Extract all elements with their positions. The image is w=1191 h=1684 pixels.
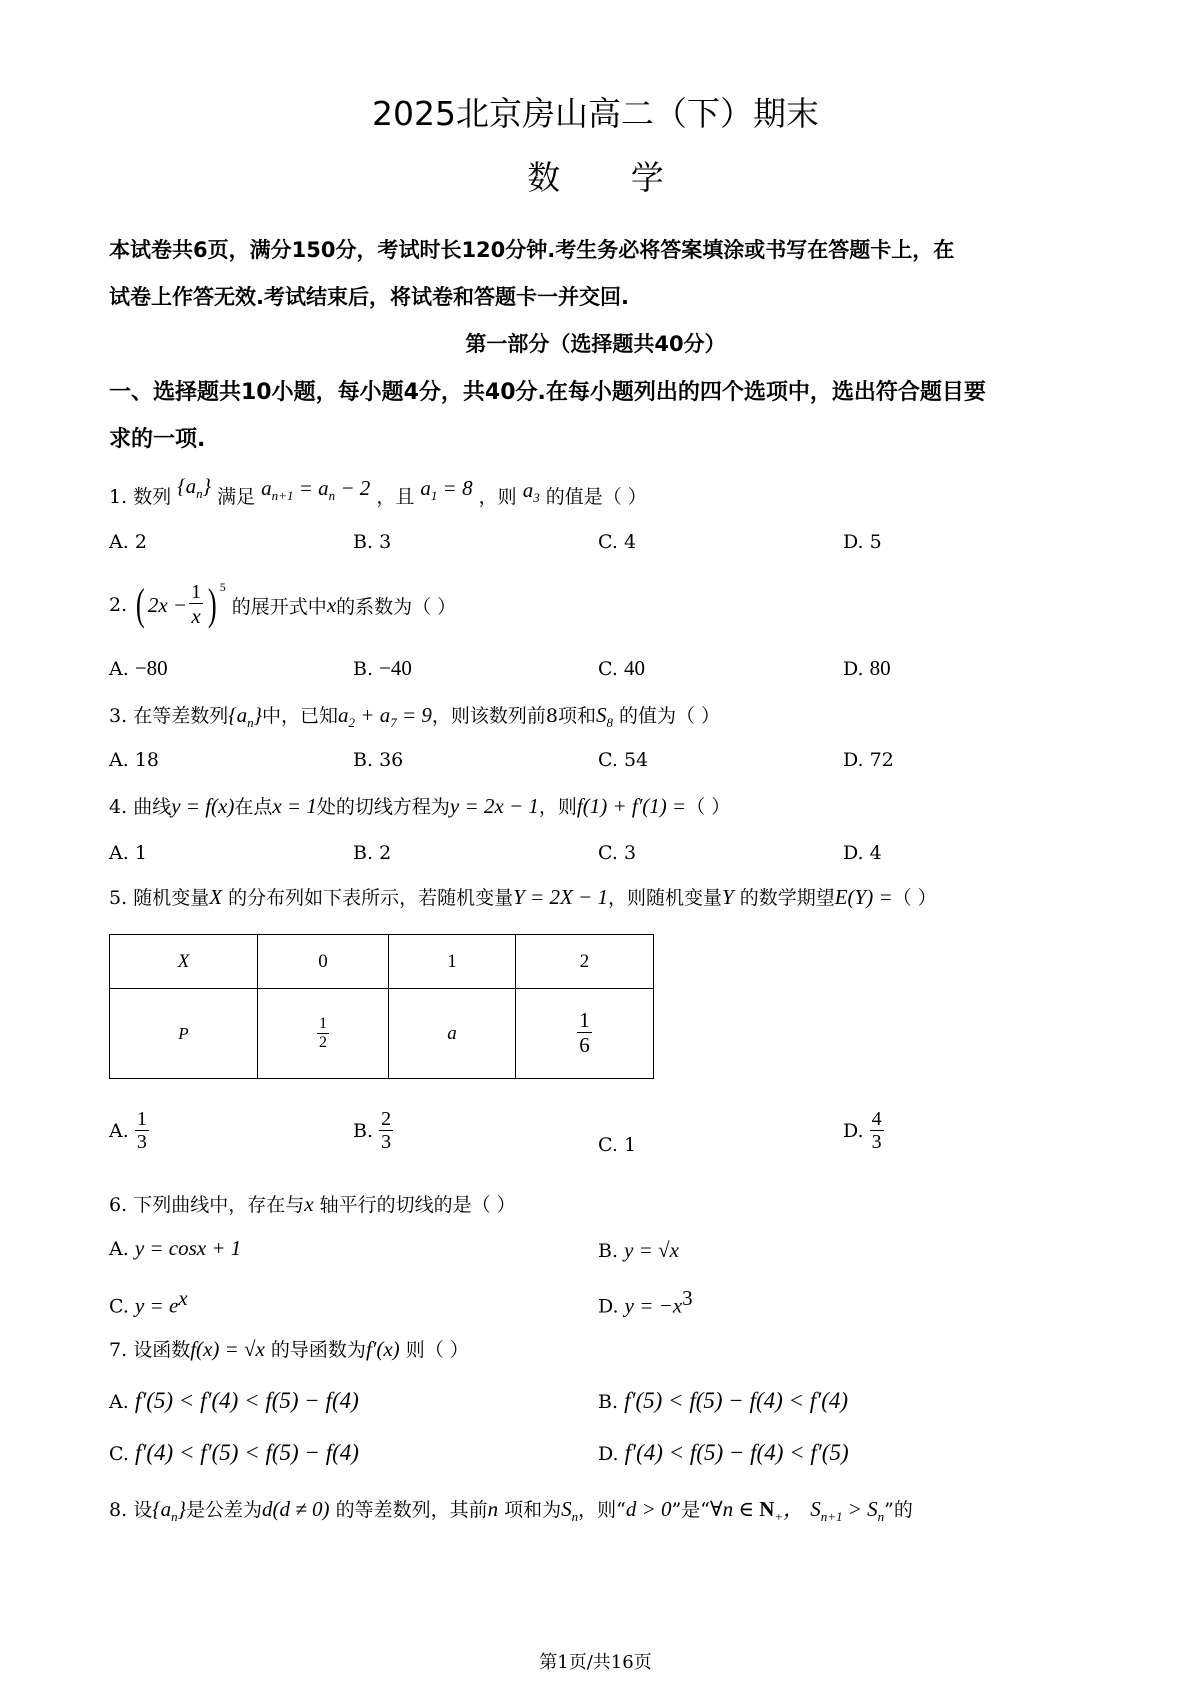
- q5-relation: Y = 2X − 1: [513, 885, 608, 909]
- q1-text: ，且: [376, 486, 415, 508]
- q5-option-a[interactable]: A. $\frac{1}{3}$: [109, 1108, 147, 1153]
- q1-option-a[interactable]: A. 2: [109, 531, 147, 553]
- distribution-table: [109, 934, 654, 1079]
- part-heading: 第一部分（选择题共40分）: [465, 332, 726, 356]
- q2-option-b[interactable]: B. −40: [353, 656, 412, 680]
- q5-option-c[interactable]: C. 1: [598, 1134, 637, 1156]
- q7-option-d[interactable]: D. f′(4) < f(5) − f(4) < f′(5): [598, 1440, 849, 1465]
- q3-condition: $a_2 + a_7 = 9$: [338, 703, 432, 731]
- table-row: P $\frac{1}{2}$ a $\frac{1}{6}$: [110, 989, 654, 1079]
- q1-text: 的值是（ ）: [545, 486, 647, 508]
- q4-option-a[interactable]: A. 1: [109, 842, 147, 864]
- q4-curve: y = f(x): [171, 794, 235, 818]
- q2-exponent: 5: [219, 579, 226, 594]
- q3-option-a[interactable]: A. 18: [109, 749, 159, 771]
- q4-option-c[interactable]: C. 3: [598, 842, 637, 864]
- q7-function: f(x) = √x: [190, 1337, 265, 1361]
- q5-option-d[interactable]: D. $\frac{4}{3}$: [843, 1108, 882, 1153]
- instructions-line-2: 试卷上作答无效.考试结束后，将试卷和答题卡一并交回.: [109, 285, 629, 309]
- q6-option-c[interactable]: C. $y = e^x$: [109, 1286, 188, 1318]
- q5-ask: E(Y) =: [834, 885, 893, 909]
- question-3: 3. 在等差数列$\{a_n\}$中，已知$a_2 + a_7 = 9$，则该数列前8项和$S_8$ 的值为（ ）: [109, 703, 721, 731]
- q2-option-a[interactable]: A. −80: [109, 656, 168, 680]
- instructions-line-1: 本试卷共6页，满分150分，考试时长120分钟.考生务必将答案填涂或书写在答题卡上，在: [109, 238, 955, 262]
- question-8: 8. 设$\{a_n\}$是公差为d(d ≠ 0) 的等差数列，其前n 项和为$S_n$，则“d > 0”是“∀n ∈ $N_+$， $S_{n+1} > S_n$”的: [109, 1497, 913, 1525]
- question-4: 4. 曲线y = f(x)在点x = 1处的切线方程为y = 2x − 1，则f(1) + f′(1) =（ ）: [109, 794, 731, 818]
- q2-option-c[interactable]: C. 40: [598, 656, 645, 680]
- section-instructions-line-2: 求的一项.: [109, 427, 206, 452]
- q7-option-b[interactable]: B. f′(5) < f(5) − f(4) < f′(4): [598, 1388, 849, 1413]
- question-6: 6. 下列曲线中，存在与x 轴平行的切线的是（ ）: [109, 1192, 516, 1216]
- q1-option-c[interactable]: C. 4: [598, 531, 637, 553]
- page-number: 第1页/共16页: [539, 1652, 652, 1673]
- q1-target: $a_3$: [522, 478, 540, 506]
- q2-right-paren: ): [208, 580, 217, 629]
- q3-option-d[interactable]: D. 72: [843, 749, 894, 771]
- q8-difference: d(d ≠ 0): [262, 1497, 330, 1521]
- q1-text: 满足: [217, 486, 256, 508]
- q1-option-d[interactable]: D. 5: [843, 531, 882, 553]
- q2-text: 的系数为（ ）: [336, 595, 457, 618]
- q8-condition: d > 0: [625, 1497, 672, 1521]
- q1-initial: $a_1 = 8$: [420, 476, 473, 504]
- q4-point: x = 1: [272, 794, 317, 818]
- q1-text: 数列: [133, 486, 172, 508]
- q2-left-paren: (: [136, 580, 145, 629]
- q3-option-b[interactable]: B. 36: [353, 749, 404, 771]
- q6-option-a[interactable]: A. y = cosx + 1: [109, 1236, 242, 1260]
- q2-expression: 2x −: [147, 592, 188, 617]
- question-1: [109, 474, 647, 512]
- question-number: 1.: [109, 486, 128, 508]
- question-5: 5. 随机变量X 的分布列如下表所示，若随机变量Y = 2X − 1，则随机变量Y 的数学期望E(Y) =（ ）: [109, 885, 937, 909]
- q4-option-d[interactable]: D. 4: [843, 842, 882, 864]
- q6-option-d[interactable]: D. $y = -x^3$: [598, 1286, 693, 1318]
- q3-sum: $S_8$: [595, 703, 613, 731]
- q7-option-a[interactable]: A. f′(5) < f′(4) < f(5) − f(4): [109, 1388, 359, 1413]
- q6-option-b[interactable]: B. y = √x: [598, 1238, 679, 1262]
- q4-option-b[interactable]: B. 2: [353, 842, 392, 864]
- q1-recurrence: $a_{n+1} = a_n - 2$: [261, 476, 371, 504]
- q3-sequence: $\{a_n\}$: [228, 703, 263, 731]
- q1-text: ，则: [478, 486, 517, 508]
- question-number: 2.: [109, 594, 128, 616]
- q1-sequence: $\{a_n\}$: [177, 474, 212, 502]
- q1-option-b[interactable]: B. 3: [353, 531, 392, 553]
- q5-option-b[interactable]: B. $\frac{2}{3}$: [353, 1108, 392, 1153]
- subject-title: 数 学: [527, 158, 664, 197]
- section-instructions-line-1: 一、选择题共10小题，每小题4分，共40分.在每小题列出的四个选项中，选出符合题目要: [109, 380, 986, 405]
- q7-derivative: f′(x): [365, 1337, 400, 1361]
- question-7: 7. 设函数f(x) = √x 的导函数为f′(x) 则（ ）: [109, 1337, 469, 1361]
- q2-variable: x: [326, 592, 337, 617]
- table-row: X 0 1 2: [110, 935, 654, 989]
- q4-tangent: y = 2x − 1: [449, 794, 539, 818]
- q8-sum: $S_n$: [561, 1497, 579, 1525]
- q8-inequality: $S_{n+1} > S_n$: [810, 1497, 885, 1525]
- exam-title: 2025北京房山高二（下）期末: [372, 94, 819, 133]
- q4-ask: f(1) + f′(1) =: [576, 794, 687, 818]
- q2-fraction: $\frac{1}{x}$: [191, 581, 202, 629]
- question-2: [109, 574, 456, 636]
- q2-text: 的展开式中: [231, 595, 327, 618]
- q8-forall: ∀n ∈ $N_+$，: [710, 1497, 805, 1525]
- q8-sequence: $\{a_n\}$: [152, 1497, 187, 1525]
- q3-option-c[interactable]: C. 54: [598, 749, 649, 771]
- q2-option-d[interactable]: D. 80: [843, 656, 891, 680]
- q7-option-c[interactable]: C. f′(4) < f′(5) < f(5) − f(4): [109, 1440, 359, 1465]
